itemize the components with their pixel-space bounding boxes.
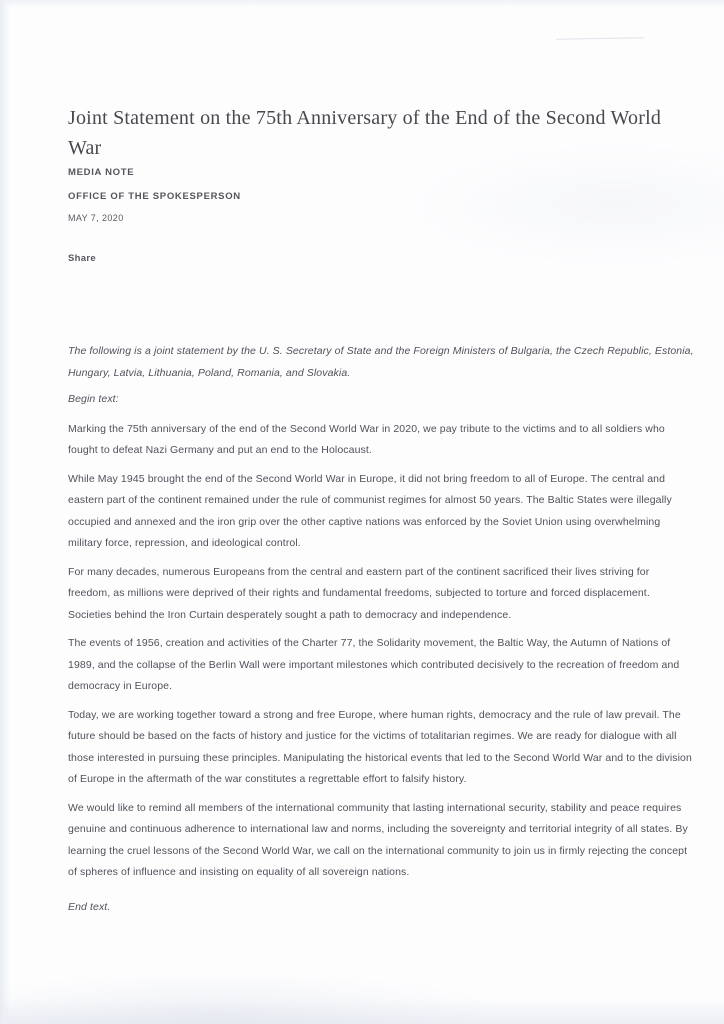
statement-paragraph: For many decades, numerous Europeans from the central and eastern part of the continent sacrificed their lives striving for freedom, as millions were deprived of their rights and fundamental freedoms, subjected to torture and forced displacement. Societies behind the Iron Curtain desperately sought a path to democracy and independence. <box>68 565 650 621</box>
share-label: Share <box>68 253 96 264</box>
document-content <box>68 103 694 918</box>
begin-text-marker: Begin text: <box>68 393 119 405</box>
statement-body <box>68 340 694 918</box>
statement-paragraph: Today, we are working together toward a strong and free Europe, where human rights, democracy and the rule of law prevail. The future should be based on the facts of history and justice for the victims of totalitarian regimes. We are ready for dialogue with all those interested in pursuing these principles. Manipulating the historical events that led to the Second World War and to the division of Europe in the aftermath of the war constitutes a regrettable effort to falsify history. <box>68 708 692 785</box>
statement-paragraph: Marking the 75th anniversary of the end of the Second World War in 2020, we pay tribute to the victims and to all soldiers who fought to defeat Nazi Germany and put an end to the Holocaust. <box>68 422 665 456</box>
office-of-spokesperson-label: OFFICE OF THE SPOKESPERSON <box>68 191 241 202</box>
intro-attribution-paragraph: The following is a joint statement by the U. S. Secretary of State and the Foreign Ministers of Bulgaria, the Czech Republic, Estonia, Hungary, Latvia, Lithuania, Poland, Romania, and Slovakia. <box>68 345 694 379</box>
statement-paragraph: We would like to remind all members of the international community that lasting international security, stability and peace requires genuine and continuous adherence to international law and norms, including the sovereignty and territorial integrity of all states. By learning the cruel lessons of the Second World War, we call on the international community to join us in firmly rejecting the concept of spheres of influence and insisting on equality of all sovereign nations. <box>68 801 688 878</box>
statement-paragraph: The events of 1956, creation and activities of the Charter 77, the Solidarity movement, the Baltic Way, the Autumn of Nations of 1989, and the collapse of the Berlin Wall were important milestones which contributed decisively to the recreation of freedom and democracy in Europe. <box>68 637 680 692</box>
media-note-label: MEDIA NOTE <box>68 167 135 178</box>
page-title: Joint Statement on the 75th Anniversary of the End of the Second World War <box>68 107 662 159</box>
end-text-marker: End text. <box>68 900 111 913</box>
statement-paragraph: While May 1945 brought the end of the Second World War in Europe, it did not bring freedom to all of Europe. The central and eastern part of the continent remained under the rule of communist regimes for almost 50 years. The Baltic States were illegally occupied and annexed and the iron grip over the other captive nations was enforced by the Soviet Union using overwhelming military force, repression, and ideological control. <box>68 472 672 549</box>
scan-artifact-line <box>556 37 644 40</box>
publication-date: MAY 7, 2020 <box>68 213 124 223</box>
